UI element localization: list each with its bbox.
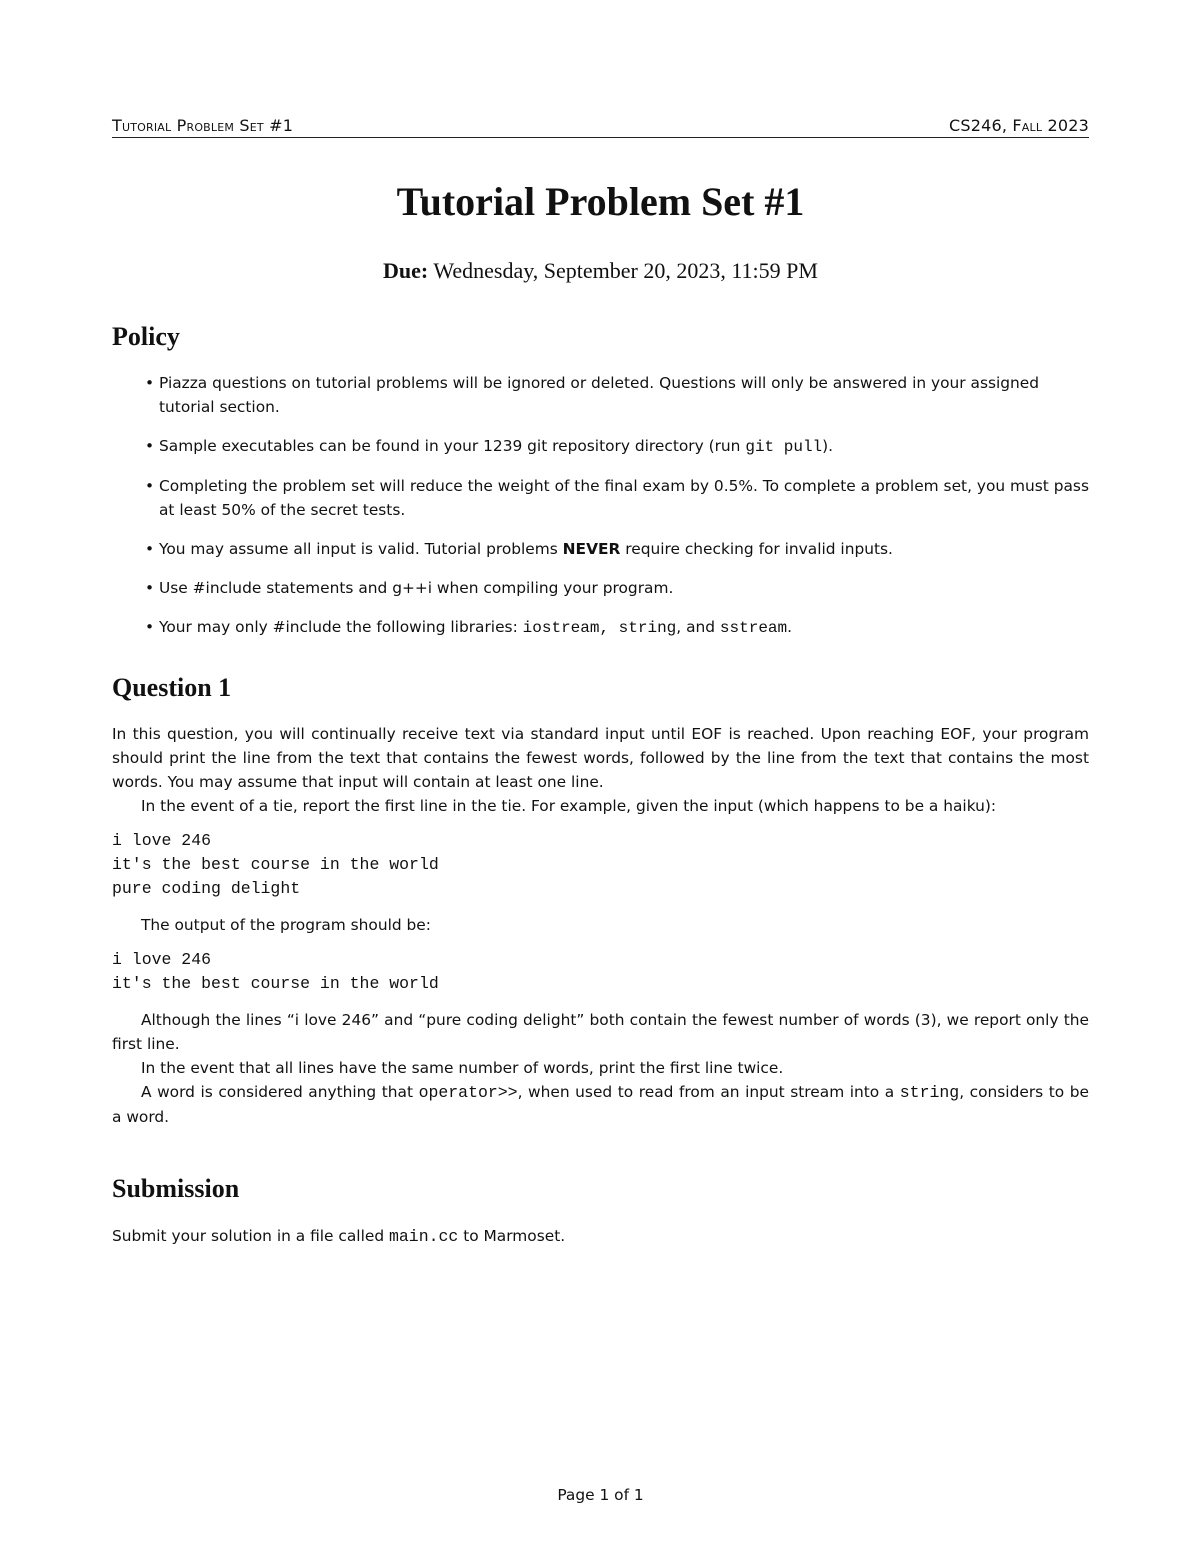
question1-intro: In this question, you will continually receive text via standard input until EOF is reached. Upon reaching EOF, your program should print the line from the text that contains the fewest words, followed by the line from the text that contains the most words. You may assume that input will contain at least one line.: [112, 725, 1089, 791]
running-header: [112, 116, 1089, 136]
due-date: Wednesday, September 20, 2023, 11:59 PM: [428, 258, 818, 283]
due-line: [112, 256, 1089, 286]
inline-code: git pull: [745, 438, 823, 456]
submission-heading: Submission: [112, 1174, 240, 1203]
inline-code: main.cc: [388, 1227, 459, 1246]
due-label: Due:: [383, 258, 429, 283]
policy-heading: Policy: [112, 322, 180, 351]
question1-explain: Although the lines “i love 246” and “pure coding delight” both contain the fewest number of words (3), we report only the first line.: [112, 1011, 1089, 1053]
question1-same: In the event that all lines have the same number of words, print the first line twice.: [141, 1059, 784, 1077]
policy-item: • You may assume all input is valid. Tutorial problems NEVER require checking for invalid inputs.: [112, 537, 1089, 561]
example-output: [112, 948, 1089, 996]
question1-word-def: A word is considered anything that operator>>, when used to read from an input stream into a string, considers to be a word.: [112, 1083, 1089, 1126]
code-line: i love 246: [112, 831, 212, 850]
code-line: it's the best course in the world: [112, 974, 439, 993]
emphasis: NEVER: [562, 540, 621, 558]
header-left: Tutorial Problem Set #1: [112, 116, 294, 135]
policy-item: • Piazza questions on tutorial problems will be ignored or deleted. Questions will only be answered in your assigned tutorial section.: [112, 371, 1089, 419]
document-title: Tutorial Problem Set #1: [396, 179, 805, 224]
inline-code: operator>>: [418, 1083, 518, 1102]
policy-list: [112, 371, 1089, 655]
policy-item: • Your may only #include the following libraries: iostream, string, and sstream.: [112, 615, 1089, 640]
submission-text: Submit your solution in a file called main.cc to Marmoset.: [112, 1227, 566, 1246]
inline-code: string: [899, 1083, 960, 1102]
policy-item: • Sample executables can be found in your 1239 git repository directory (run git pull).: [112, 434, 1089, 459]
question1-tie: In the event of a tie, report the first line in the tie. For example, given the input (which happens to be a haiku):: [141, 797, 997, 815]
question1-body: [112, 722, 1089, 1129]
code-line: pure coding delight: [112, 879, 301, 898]
question1-heading: Question 1: [112, 673, 232, 702]
inline-code: iostream, string: [522, 619, 677, 637]
inline-code: sstream: [719, 619, 788, 637]
output-intro: The output of the program should be:: [141, 916, 431, 934]
code-line: i love 246: [112, 950, 212, 969]
policy-item: • Completing the problem set will reduce the weight of the final exam by 0.5%. To complete a problem set, you must pass at least 50% of the secret tests.: [112, 474, 1089, 522]
code-line: it's the best course in the world: [112, 855, 439, 874]
document-page: [112, 0, 1089, 1553]
header-rule: [112, 137, 1089, 138]
policy-item: • Use #include statements and g++i when compiling your program.: [112, 576, 1089, 600]
page-footer: Page 1 of 1: [557, 1486, 644, 1504]
example-input: [112, 829, 1089, 901]
header-right: CS246, Fall 2023: [948, 116, 1089, 135]
